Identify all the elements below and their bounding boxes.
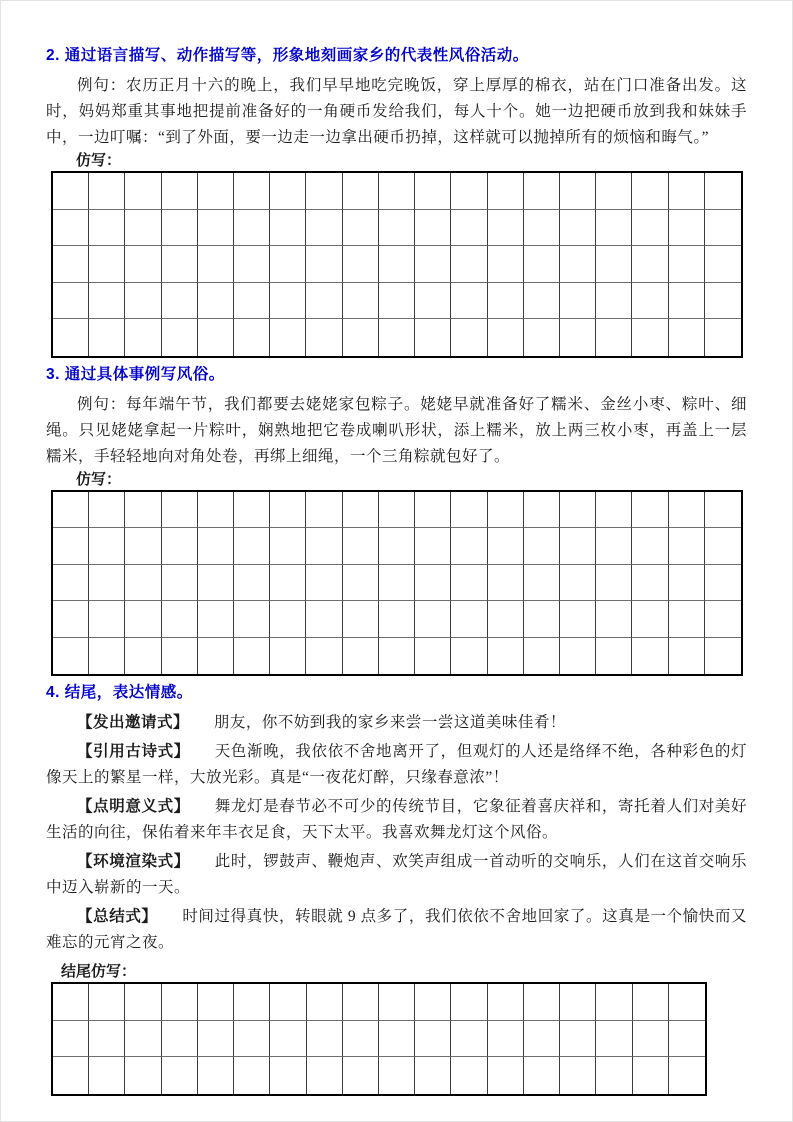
grid-cell: [198, 528, 234, 565]
grid-cell: [89, 283, 125, 320]
grid-cell: [415, 1057, 451, 1094]
grid-cell: [560, 492, 596, 529]
grid-cell: [270, 319, 306, 356]
grid-cell: [162, 565, 198, 602]
section-2-writing-grid: [51, 171, 743, 358]
grid-cell: [234, 492, 270, 529]
grid-cell: [705, 492, 741, 529]
grid-cell: [560, 173, 596, 210]
grid-cell: [53, 210, 89, 247]
grid-cell: [596, 492, 632, 529]
grid-cell: [343, 319, 379, 356]
grid-cell: [125, 1021, 161, 1058]
grid-cell: [89, 638, 125, 675]
grid-cell: [560, 601, 596, 638]
grid-cell: [451, 1057, 487, 1094]
grid-cell: [53, 565, 89, 602]
grid-cell: [596, 319, 632, 356]
grid-cell: [162, 638, 198, 675]
grid-cell: [524, 601, 560, 638]
grid-cell: [89, 319, 125, 356]
grid-cell: [53, 1057, 89, 1094]
grid-cell: [125, 210, 161, 247]
grid-cell: [560, 1021, 596, 1058]
ending-style-label: 【总结式】: [77, 908, 158, 925]
grid-cell: [524, 319, 560, 356]
grid-cell: [669, 1057, 705, 1094]
grid-cell: [125, 601, 161, 638]
grid-cell: [415, 1021, 451, 1058]
ending-style-item: [46, 794, 747, 846]
grid-cell: [125, 173, 161, 210]
grid-cell: [270, 984, 306, 1021]
grid-cell: [53, 246, 89, 283]
grid-cell: [379, 638, 415, 675]
grid-cell: [53, 319, 89, 356]
grid-cell: [488, 1057, 524, 1094]
grid-cell: [343, 173, 379, 210]
grid-cell: [125, 528, 161, 565]
grid-cell: [270, 246, 306, 283]
grid-cell: [596, 638, 632, 675]
grid-cell: [162, 319, 198, 356]
grid-cell: [125, 984, 161, 1021]
ending-style-item: [46, 739, 747, 791]
grid-cell: [306, 319, 342, 356]
grid-cell: [379, 528, 415, 565]
grid-cell: [89, 528, 125, 565]
grid-cell: [633, 1021, 669, 1058]
ending-style-item: [46, 849, 747, 901]
grid-cell: [125, 319, 161, 356]
ending-writing-grid: [51, 982, 707, 1096]
grid-cell: [560, 283, 596, 320]
grid-cell: [705, 210, 741, 247]
section-3-writing-grid: [51, 490, 743, 677]
grid-cell: [270, 492, 306, 529]
grid-cell: [270, 1021, 306, 1058]
grid-cell: [488, 319, 524, 356]
ending-style-text: 时间过得真快，转眼就 9 点多了，我们依依不舍地回家了。这真是一个愉快而又难忘的元宵之夜。: [46, 908, 747, 951]
grid-cell: [234, 601, 270, 638]
grid-cell: [596, 601, 632, 638]
grid-cell: [632, 565, 668, 602]
grid-cell: [125, 565, 161, 602]
grid-cell: [415, 283, 451, 320]
grid-cell: [633, 1057, 669, 1094]
ending-style-text: 朋友，你不妨到我的家乡来尝一尝这道美味佳肴！: [213, 714, 566, 731]
grid-cell: [524, 984, 560, 1021]
grid-cell: [669, 173, 705, 210]
grid-cell: [198, 601, 234, 638]
grid-cell: [234, 984, 270, 1021]
grid-cell: [488, 638, 524, 675]
grid-cell: [560, 528, 596, 565]
grid-cell: [89, 984, 125, 1021]
ending-style-text: 此时，锣鼓声、鞭炮声、欢笑声组成一首动听的交响乐，人们在这首交响乐中迈入崭新的一天。: [46, 853, 747, 896]
ending-style-text: 天色渐晚，我依依不舍地离开了，但观灯的人还是络绎不绝，各种彩色的灯像天上的繁星一样，大放光彩。真是“一夜花灯醉，只缘春意浓”！: [46, 743, 747, 786]
grid-cell: [343, 210, 379, 247]
grid-cell: [125, 492, 161, 529]
grid-cell: [125, 638, 161, 675]
grid-cell: [343, 565, 379, 602]
grid-cell: [198, 246, 234, 283]
grid-cell: [379, 492, 415, 529]
grid-cell: [560, 565, 596, 602]
grid-cell: [669, 492, 705, 529]
grid-cell: [669, 638, 705, 675]
grid-cell: [234, 1057, 270, 1094]
grid-cell: [488, 173, 524, 210]
grid-cell: [596, 246, 632, 283]
grid-cell: [343, 528, 379, 565]
grid-cell: [415, 492, 451, 529]
grid-cell: [524, 528, 560, 565]
grid-cell: [415, 638, 451, 675]
grid-cell: [125, 283, 161, 320]
grid-cell: [596, 1057, 632, 1094]
grid-cell: [343, 283, 379, 320]
grid-cell: [596, 528, 632, 565]
grid-cell: [162, 210, 198, 247]
grid-cell: [306, 210, 342, 247]
grid-cell: [306, 565, 342, 602]
grid-cell: [306, 283, 342, 320]
section-3-practice-label: 仿写：: [76, 470, 122, 488]
grid-cell: [379, 601, 415, 638]
grid-cell: [270, 283, 306, 320]
grid-cell: [524, 283, 560, 320]
grid-cell: [270, 173, 306, 210]
grid-cell: [234, 319, 270, 356]
grid-cell: [560, 638, 596, 675]
grid-cell: [270, 1057, 306, 1094]
grid-cell: [89, 1021, 125, 1058]
grid-cell: [234, 1021, 270, 1058]
grid-cell: [125, 1057, 161, 1094]
grid-cell: [451, 601, 487, 638]
grid-cell: [669, 319, 705, 356]
grid-cell: [451, 210, 487, 247]
grid-cell: [488, 1021, 524, 1058]
grid-cell: [524, 492, 560, 529]
grid-cell: [270, 210, 306, 247]
grid-cell: [705, 638, 741, 675]
grid-cell: [343, 246, 379, 283]
ending-style-item: [46, 904, 747, 956]
grid-cell: [451, 246, 487, 283]
grid-cell: [488, 283, 524, 320]
grid-cell: [343, 492, 379, 529]
grid-cell: [379, 984, 415, 1021]
grid-cell: [488, 210, 524, 247]
grid-cell: [53, 984, 89, 1021]
grid-cell: [488, 984, 524, 1021]
grid-cell: [234, 173, 270, 210]
grid-cell: [415, 601, 451, 638]
grid-cell: [162, 173, 198, 210]
grid-cell: [198, 984, 234, 1021]
grid-cell: [53, 283, 89, 320]
grid-cell: [234, 246, 270, 283]
grid-cell: [379, 173, 415, 210]
grid-cell: [632, 601, 668, 638]
grid-cell: [451, 492, 487, 529]
grid-cell: [415, 173, 451, 210]
grid-cell: [89, 601, 125, 638]
grid-cell: [343, 1021, 379, 1058]
grid-cell: [596, 1021, 632, 1058]
grid-cell: [451, 984, 487, 1021]
grid-cell: [162, 492, 198, 529]
grid-cell: [89, 173, 125, 210]
section-4-heading: 4. 结尾，表达情感。: [46, 684, 193, 701]
grid-cell: [306, 638, 342, 675]
grid-cell: [162, 246, 198, 283]
grid-cell: [451, 638, 487, 675]
grid-cell: [633, 984, 669, 1021]
grid-cell: [53, 601, 89, 638]
section-2-heading: 2. 通过语言描写、动作描写等，形象地刻画家乡的代表性风俗活动。: [46, 47, 529, 64]
ending-style-label: 【引用古诗式】: [77, 743, 190, 760]
grid-cell: [596, 173, 632, 210]
grid-cell: [162, 528, 198, 565]
section-3-example-paragraph: 例句：每年端午节，我们都要去姥姥家包粽子。姥姥早就准备好了糯米、金丝小枣、粽叶、细绳。只见姥姥拿起一片粽叶，娴熟地把它卷成喇叭形状，添上糯米，放上两三枚小枣，再盖上一层糯米，手轻轻地向对角处卷，再绑上细绳，一个三角粽就包好了。: [46, 395, 747, 465]
grid-cell: [162, 984, 198, 1021]
grid-cell: [560, 210, 596, 247]
grid-cell: [451, 528, 487, 565]
grid-cell: [234, 283, 270, 320]
grid-cell: [379, 210, 415, 247]
grid-cell: [343, 1057, 379, 1094]
grid-cell: [53, 1021, 89, 1058]
grid-cell: [524, 173, 560, 210]
grid-cell: [270, 638, 306, 675]
grid-cell: [270, 528, 306, 565]
grid-cell: [89, 565, 125, 602]
grid-cell: [524, 565, 560, 602]
grid-cell: [705, 173, 741, 210]
grid-cell: [560, 1057, 596, 1094]
grid-cell: [596, 210, 632, 247]
grid-cell: [632, 283, 668, 320]
grid-cell: [669, 601, 705, 638]
grid-cell: [306, 246, 342, 283]
ending-style-label: 【点明意义式】: [77, 798, 190, 815]
section-2-example-paragraph: 例句：农历正月十六的晚上，我们早早地吃完晚饭，穿上厚厚的棉衣，站在门口准备出发。这时，妈妈郑重其事地把提前准备好的一角硬币发给我们，每人十个。她一边把硬币放到我和妹妹手中，一边叮嘱：“到了外面，要一边走一边拿出硬币扔掉，这样就可以抛掉所有的烦恼和晦气。”: [46, 77, 747, 146]
grid-cell: [343, 638, 379, 675]
grid-cell: [89, 1057, 125, 1094]
grid-cell: [632, 528, 668, 565]
ending-style-label: 【环境渲染式】: [77, 853, 190, 870]
grid-cell: [451, 565, 487, 602]
grid-cell: [162, 283, 198, 320]
grid-cell: [488, 492, 524, 529]
grid-cell: [415, 528, 451, 565]
grid-cell: [669, 1021, 705, 1058]
grid-cell: [524, 210, 560, 247]
grid-cell: [198, 565, 234, 602]
grid-cell: [198, 492, 234, 529]
grid-cell: [270, 601, 306, 638]
grid-cell: [632, 492, 668, 529]
grid-cell: [705, 319, 741, 356]
grid-cell: [270, 565, 306, 602]
grid-cell: [596, 283, 632, 320]
grid-cell: [379, 246, 415, 283]
grid-cell: [451, 173, 487, 210]
grid-cell: [198, 210, 234, 247]
grid-cell: [669, 528, 705, 565]
grid-cell: [162, 601, 198, 638]
grid-cell: [198, 173, 234, 210]
grid-cell: [632, 210, 668, 247]
grid-cell: [379, 1057, 415, 1094]
grid-cell: [162, 1057, 198, 1094]
grid-cell: [198, 1021, 234, 1058]
ending-style-item: [46, 710, 747, 736]
grid-cell: [306, 528, 342, 565]
grid-cell: [343, 601, 379, 638]
grid-cell: [306, 173, 342, 210]
grid-cell: [234, 565, 270, 602]
grid-cell: [451, 1021, 487, 1058]
grid-cell: [705, 246, 741, 283]
grid-cell: [89, 492, 125, 529]
grid-cell: [488, 528, 524, 565]
grid-cell: [524, 1057, 560, 1094]
grid-cell: [125, 246, 161, 283]
grid-cell: [53, 492, 89, 529]
grid-cell: [632, 638, 668, 675]
grid-cell: [524, 1021, 560, 1058]
grid-cell: [307, 1021, 343, 1058]
grid-cell: [596, 984, 632, 1021]
grid-cell: [379, 565, 415, 602]
grid-cell: [488, 246, 524, 283]
grid-cell: [307, 984, 343, 1021]
grid-cell: [705, 528, 741, 565]
grid-cell: [89, 210, 125, 247]
ending-style-text: 舞龙灯是春节必不可少的传统节目，它象征着喜庆祥和，寄托着人们对美好生活的向往，保佑着来年丰衣足食，天下太平。我喜欢舞龙灯这个风俗。: [46, 798, 747, 841]
ending-style-label: 【发出邀请式】: [77, 714, 190, 731]
grid-cell: [669, 984, 705, 1021]
grid-cell: [306, 492, 342, 529]
grid-cell: [53, 173, 89, 210]
grid-cell: [379, 319, 415, 356]
grid-cell: [560, 984, 596, 1021]
grid-cell: [451, 319, 487, 356]
grid-cell: [524, 246, 560, 283]
grid-cell: [705, 565, 741, 602]
grid-cell: [307, 1057, 343, 1094]
section-3-heading: 3. 通过具体事例写风俗。: [46, 365, 225, 383]
section-2-practice-label: 仿写：: [76, 152, 122, 169]
grid-cell: [234, 528, 270, 565]
grid-cell: [415, 319, 451, 356]
grid-cell: [669, 283, 705, 320]
grid-cell: [632, 319, 668, 356]
grid-cell: [632, 246, 668, 283]
grid-cell: [415, 246, 451, 283]
grid-cell: [560, 246, 596, 283]
grid-cell: [53, 638, 89, 675]
grid-cell: [198, 638, 234, 675]
grid-cell: [234, 210, 270, 247]
grid-cell: [53, 528, 89, 565]
grid-cell: [415, 984, 451, 1021]
grid-cell: [488, 565, 524, 602]
grid-cell: [343, 984, 379, 1021]
grid-cell: [451, 283, 487, 320]
grid-cell: [632, 173, 668, 210]
grid-cell: [162, 1021, 198, 1058]
grid-cell: [669, 565, 705, 602]
grid-cell: [234, 638, 270, 675]
grid-cell: [524, 638, 560, 675]
grid-cell: [669, 246, 705, 283]
grid-cell: [596, 565, 632, 602]
grid-cell: [379, 1021, 415, 1058]
ending-practice-label: 结尾仿写：: [61, 963, 137, 980]
grid-cell: [415, 565, 451, 602]
grid-cell: [669, 210, 705, 247]
grid-cell: [198, 319, 234, 356]
grid-cell: [705, 283, 741, 320]
grid-cell: [560, 319, 596, 356]
grid-cell: [488, 601, 524, 638]
grid-cell: [379, 283, 415, 320]
grid-cell: [89, 246, 125, 283]
grid-cell: [415, 210, 451, 247]
grid-cell: [705, 601, 741, 638]
grid-cell: [198, 1057, 234, 1094]
grid-cell: [306, 601, 342, 638]
grid-cell: [198, 283, 234, 320]
